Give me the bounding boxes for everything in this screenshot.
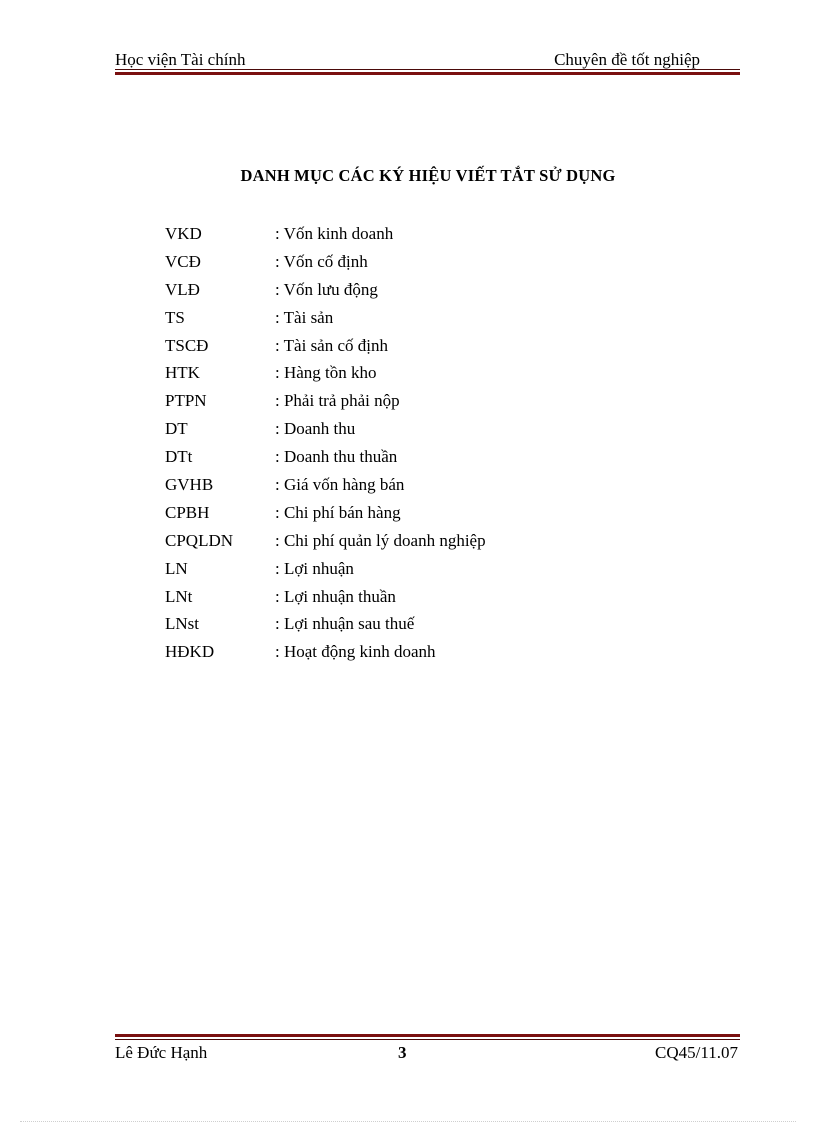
header-document-type: Chuyên đề tốt nghiệp (554, 50, 700, 69)
abbreviation-row (165, 276, 486, 304)
abbreviation-row (165, 220, 486, 248)
abbreviation-term: LNst (165, 614, 199, 634)
abbreviation-term: CPQLDN (165, 530, 234, 550)
abbreviation-meaning: : Vốn kinh doanh (275, 223, 394, 243)
abbreviation-term: HĐKD (165, 642, 215, 662)
abbreviation-meaning: : Hàng tồn kho (275, 363, 377, 383)
page-title: DANH MỤC CÁC KÝ HIỆU VIẾT TẮT SỬ DỤNG (240, 166, 616, 185)
abbreviation-row (165, 359, 486, 387)
abbreviation-term: DTt (165, 447, 193, 467)
abbreviation-row (165, 527, 486, 555)
abbreviation-row (165, 499, 486, 527)
page-edge-divider (20, 1121, 796, 1122)
abbreviation-term: HTK (165, 363, 200, 383)
abbreviation-term: LN (165, 558, 188, 578)
abbreviation-term: VLĐ (165, 279, 200, 299)
abbreviation-meaning: : Giá vốn hàng bán (275, 474, 405, 494)
abbreviation-row (165, 332, 486, 360)
abbreviation-row (165, 387, 486, 415)
abbreviation-meaning: : Phải trả phải nộp (275, 391, 400, 411)
abbreviation-meaning: : Tài sản cố định (275, 335, 388, 355)
abbreviation-term: VKD (165, 223, 202, 243)
abbreviation-term: VCĐ (165, 251, 201, 271)
abbreviation-row (165, 304, 486, 332)
abbreviation-meaning: : Lợi nhuận (275, 558, 354, 578)
footer-rule (115, 1034, 740, 1041)
abbreviation-list (165, 220, 486, 666)
abbreviation-term: TSCĐ (165, 335, 209, 355)
abbreviation-row (165, 471, 486, 499)
abbreviation-meaning: : Lợi nhuận sau thuế (275, 614, 415, 634)
abbreviation-term: DT (165, 419, 188, 439)
abbreviation-meaning: : Vốn lưu động (275, 279, 378, 299)
abbreviation-term: PTPN (165, 391, 207, 411)
header-institution: Học viện Tài chính (115, 50, 246, 69)
abbreviation-row (165, 248, 486, 276)
abbreviation-meaning: : Chi phí bán hàng (275, 502, 401, 522)
abbreviation-term: CPBH (165, 502, 210, 522)
abbreviation-meaning: : Lợi nhuận thuần (275, 586, 396, 606)
abbreviation-meaning: : Hoạt động kinh doanh (275, 642, 436, 662)
abbreviation-term: LNt (165, 586, 193, 606)
abbreviation-term: TS (165, 307, 185, 327)
abbreviation-meaning: : Doanh thu (275, 419, 356, 439)
page-number: 3 (398, 1043, 407, 1062)
page-footer (115, 1043, 740, 1067)
abbreviation-term: GVHB (165, 474, 214, 494)
abbreviation-row (165, 583, 486, 611)
abbreviation-meaning: : Chi phí quản lý doanh nghiệp (275, 530, 486, 550)
footer-class-code: CQ45/11.07 (655, 1043, 738, 1062)
abbreviation-meaning: : Tài sản (275, 307, 334, 327)
abbreviation-meaning: : Vốn cố định (275, 251, 368, 271)
header-rule (115, 69, 740, 76)
abbreviation-row (165, 415, 486, 443)
page-header (115, 48, 740, 70)
footer-author: Lê Đức Hạnh (115, 1043, 208, 1062)
abbreviation-row (165, 610, 486, 638)
abbreviation-row (165, 638, 486, 666)
abbreviation-meaning: : Doanh thu thuần (275, 447, 398, 467)
abbreviation-row (165, 555, 486, 583)
abbreviation-row (165, 443, 486, 471)
